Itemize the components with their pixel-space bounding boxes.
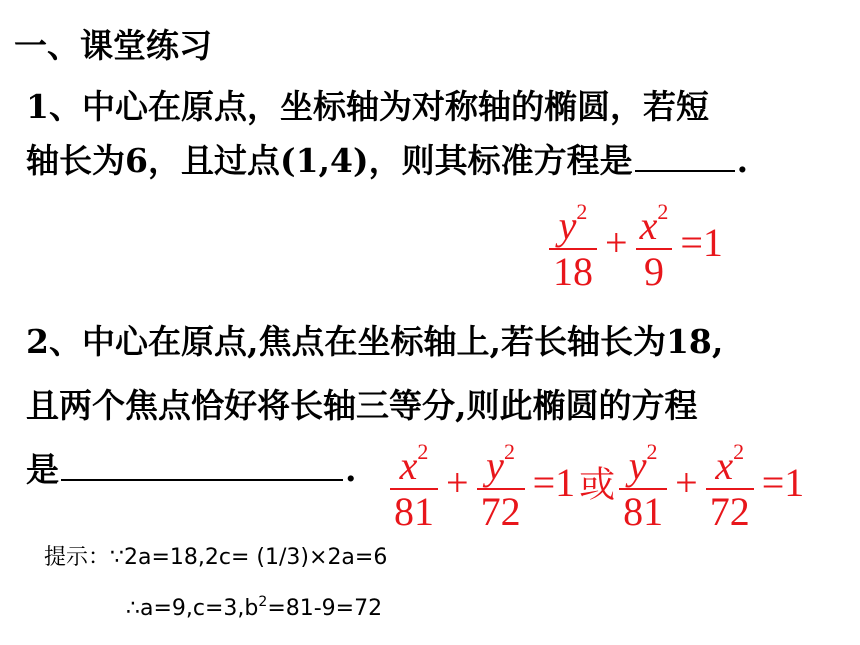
exponent: 2	[657, 199, 669, 224]
hint-line-1	[44, 540, 387, 571]
fraction-y2-72	[477, 430, 525, 534]
answer-blank-1	[635, 169, 735, 172]
denominator: 72	[480, 489, 521, 534]
numerator: y	[558, 203, 577, 248]
answer-2-equations	[386, 430, 808, 534]
numerator: x	[715, 443, 734, 488]
exponent: 2	[576, 199, 588, 224]
equals-one: =1	[761, 459, 805, 505]
fraction-x2-72	[706, 430, 754, 534]
denominator: 81	[394, 489, 434, 534]
answer-blank-2	[61, 478, 343, 481]
numerator: y	[628, 443, 647, 488]
exponent: 2	[503, 439, 515, 464]
numerator: x	[399, 443, 418, 488]
equals-one: =1	[532, 459, 576, 505]
question-2-line-1: 2、中心在原点,焦点在坐标轴上,若长轴长为18,	[26, 322, 724, 361]
answer-1-equation	[545, 190, 727, 294]
equals-one: =1	[680, 219, 723, 265]
denominator: 81	[623, 489, 664, 534]
section-heading: 一、课堂练习	[14, 26, 212, 65]
fraction-x2-9	[636, 190, 673, 294]
exponent: 2	[646, 439, 658, 464]
exponent: 2	[733, 439, 745, 464]
question-1-line-2	[26, 134, 748, 188]
question-2-line-2: 且两个焦点恰好将长轴三等分,则此椭圆的方程	[26, 386, 698, 425]
question-1-line-1: 1、中心在原点，坐标轴为对称轴的椭圆，若短	[26, 87, 709, 126]
fraction-y2-18	[549, 190, 597, 294]
hint-text-2b: =81-9=72	[267, 596, 383, 621]
or-word: 或	[579, 464, 616, 506]
plus-sign: +	[675, 459, 698, 505]
hint-text-2a: ∴a=9,c=3,b	[126, 596, 259, 621]
question-1-end: .	[736, 141, 749, 180]
numerator: x	[639, 203, 658, 248]
denominator: 9	[643, 249, 664, 294]
denominator: 18	[553, 249, 593, 294]
question-1-line-2-text: 轴长为6，且过点(1,4)，则其标准方程是	[26, 141, 633, 180]
numerator: y	[486, 443, 504, 488]
denominator: 72	[709, 489, 750, 534]
plus-sign: +	[605, 219, 628, 265]
plus-sign: +	[446, 459, 469, 505]
exponent: 2	[417, 439, 429, 464]
fraction-y2-81	[619, 430, 667, 534]
question-2-line-3-start: 是	[26, 450, 59, 489]
hint-superscript: 2	[258, 594, 268, 610]
hint-line-2	[126, 594, 382, 621]
fraction-x2-81	[390, 430, 438, 534]
question-2-end: .	[345, 450, 357, 489]
question-1	[26, 80, 748, 188]
hint-text-1: ∵2a=18,2c= (1/3)×2a=6	[110, 545, 388, 570]
hint-label: 提示：	[44, 545, 111, 570]
